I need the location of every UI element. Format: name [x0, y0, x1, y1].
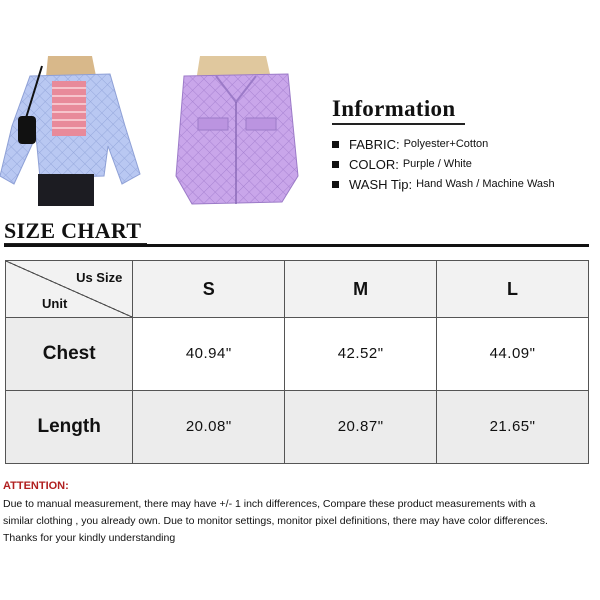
- table-row-length: [6, 391, 589, 464]
- table-row-chest: [6, 318, 589, 391]
- info-key: FABRIC:: [349, 136, 400, 152]
- info-row-fabric: [332, 134, 594, 154]
- size-chart-title: SIZE CHART: [4, 218, 142, 243]
- size-label: M: [353, 278, 369, 299]
- size-chart-table: [5, 260, 589, 464]
- info-key: WASH Tip:: [349, 176, 413, 192]
- attention-section: [3, 480, 599, 547]
- square-bullet-icon: [332, 181, 339, 188]
- row-label: Length: [37, 416, 101, 437]
- info-value: Purple / White: [402, 158, 472, 170]
- table-cell: [437, 391, 589, 464]
- attention-line: Due to manual measurement, there may have +/- 1 inch differences, Compare these product measurements with a: [3, 498, 536, 510]
- size-label: L: [507, 278, 519, 299]
- attention-line: similar clothing , you already own. Due to monitor settings, monitor pixel definitions, there may have color differences.: [3, 515, 548, 527]
- size-chart-divider: [4, 244, 589, 247]
- info-value: Hand Wash / Machine Wash: [416, 178, 555, 190]
- measurement-value: 42.52": [337, 345, 384, 362]
- size-label: S: [202, 278, 215, 299]
- information-section: [332, 96, 594, 194]
- size-header-s: [133, 261, 285, 318]
- attention-title: ATTENTION:: [3, 480, 69, 492]
- information-title: Information: [332, 96, 456, 121]
- table-cell: [133, 391, 285, 464]
- corner-unit-label: Unit: [42, 296, 68, 311]
- size-header-l: [437, 261, 589, 318]
- table-cell: [133, 318, 285, 391]
- measurement-value: 21.65": [489, 418, 536, 435]
- measurement-value: 40.94": [185, 345, 232, 362]
- row-label-cell: [6, 318, 133, 391]
- info-key: COLOR:: [349, 156, 399, 172]
- measurement-value: 20.87": [337, 418, 384, 435]
- table-corner-cell: [6, 261, 133, 318]
- product-photo-blue-jacket: [0, 56, 150, 206]
- information-list: [332, 134, 594, 194]
- square-bullet-icon: [332, 161, 339, 168]
- measurement-value: 20.08": [185, 418, 232, 435]
- table-cell: [285, 318, 437, 391]
- info-row-wash: [332, 174, 594, 194]
- measurement-value: 44.09": [489, 345, 536, 362]
- row-label-cell: [6, 391, 133, 464]
- info-value: Polyester+Cotton: [403, 138, 489, 150]
- square-bullet-icon: [332, 141, 339, 148]
- corner-us-size-label: Us Size: [76, 270, 123, 285]
- table-header-row: [6, 261, 589, 318]
- attention-line: Thanks for your kindly understanding: [3, 532, 176, 544]
- info-row-color: [332, 154, 594, 174]
- product-photo-purple-jacket: [170, 56, 302, 206]
- table-cell: [437, 318, 589, 391]
- size-header-m: [285, 261, 437, 318]
- information-underline: [332, 123, 465, 125]
- row-label: Chest: [42, 343, 96, 364]
- table-cell: [285, 391, 437, 464]
